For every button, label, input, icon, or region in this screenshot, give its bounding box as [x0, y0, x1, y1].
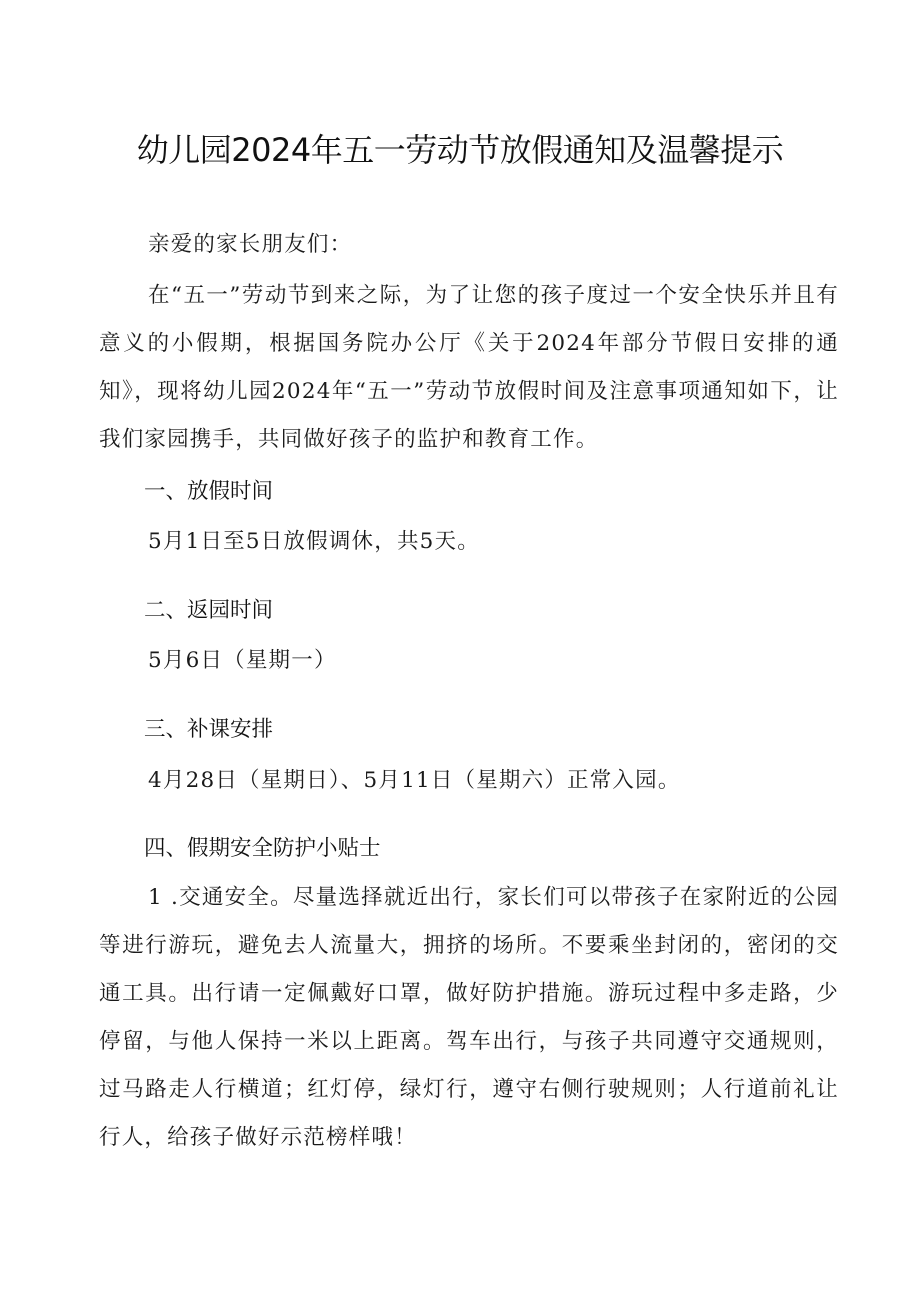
greeting: 亲爱的家长朋友们： [148, 232, 353, 257]
intro-paragraph: 在“五一”劳动节到来之际，为了让您的孩子度过一个安全快乐并且有意义的小假期，根据国务院办公厅《关于2024年部分节假日安排的通知》，现将幼儿园2024年“五一”劳动节放假时间及注意事项通知如下，让我们家园携手，共同做好孩子的监护和教育工作。 [99, 283, 839, 452]
section-heading-makeup-schedule: 三、补课安排 [144, 717, 274, 742]
document-title: 幼儿园2024年五一劳动节放假通知及温馨提示 [136, 131, 784, 169]
section-text-safety-tips: 1 .交通安全。尽量选择就近出行，家长们可以带孩子在家附近的公园等进行游玩，避免去人流量大，拥挤的场所。不要乘坐封闭的，密闭的交通工具。出行请一定佩戴好口罩，做好防护措施。游玩过程中多走路，少停留，与他人保持一米以上距离。驾车出行，与孩子共同遵守交通规则，过马路走人行横道；红灯停，绿灯行，遵守右侧行驶规则；人行道前礼让行人，给孩子做好示范榜样哦！ [99, 885, 839, 1150]
section-text-makeup-schedule: 4月28日（星期日）、5月11日（星期六）正常入园。 [148, 768, 681, 793]
section-text-return-time: 5月6日（星期一） [148, 648, 337, 673]
section-heading-return-time: 二、返园时间 [144, 598, 274, 623]
section-heading-safety-tips: 四、假期安全防护小贴士 [144, 836, 381, 861]
section-heading-holiday-time: 一、放假时间 [144, 479, 274, 504]
section-text-holiday-time: 5月1日至5日放假调休，共5天。 [148, 529, 480, 554]
